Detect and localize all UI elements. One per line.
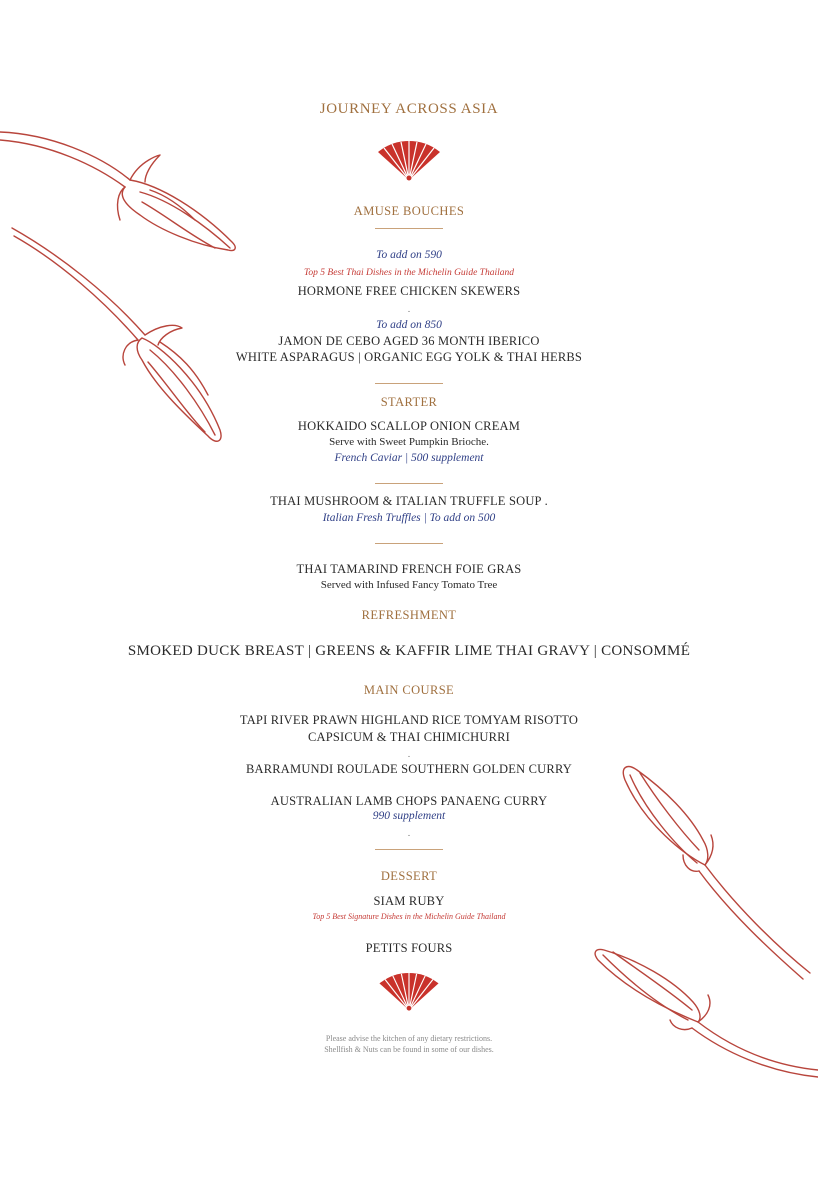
fan-logo-icon — [377, 972, 441, 1012]
dessert-dish-1: SIAM RUBY — [373, 894, 445, 908]
main-dish-2: BARRAMUNDI ROULADE SOUTHERN GOLDEN CURRY — [245, 762, 573, 776]
divider — [375, 849, 443, 850]
starter-dish-2: THAI MUSHROOM & ITALIAN TRUFFLE SOUP . — [270, 494, 548, 508]
main-heading: MAIN COURSE — [363, 683, 455, 697]
starter-dish-3: THAI TAMARIND FRENCH FOIE GRAS — [296, 562, 522, 576]
footer-line-2: Shellfish & Nuts can be found in some of our dishes. — [324, 1045, 494, 1054]
amuse-dish-2-line-2: WHITE ASPARAGUS | ORGANIC EGG YOLK & THAI HERBS — [235, 350, 583, 364]
dessert-award-1: Top 5 Best Signature Dishes in the Michelin Guide Thailand — [312, 912, 506, 921]
menu-title: JOURNEY ACROSS ASIA — [319, 101, 499, 117]
starter-dish-3-desc: Served with Infused Fancy Tomato Tree — [320, 579, 498, 591]
amuse-dish-2-line-1: JAMON DE CEBO AGED 36 MONTH IBERICO — [278, 334, 540, 348]
divider — [375, 543, 443, 544]
separator-dot: . — [407, 304, 411, 314]
amuse-award-1: Top 5 Best Thai Dishes in the Michelin Guide Thailand — [304, 268, 514, 278]
fan-logo-icon — [376, 140, 442, 182]
main-dish-1-line-2: CAPSICUM & THAI CHIMICHURRI — [307, 730, 511, 744]
starter-heading: STARTER — [380, 395, 438, 409]
main-dish-3-option: 990 supplement — [372, 810, 446, 822]
refreshment-heading: REFRESHMENT — [361, 608, 457, 622]
dessert-dish-2: PETITS FOURS — [365, 941, 453, 955]
footer-line-1: Please advise the kitchen of any dietary restrictions. — [325, 1034, 493, 1043]
divider — [375, 228, 443, 229]
amuse-add-on-2: To add on 850 — [376, 319, 442, 331]
divider — [375, 483, 443, 484]
dessert-heading: DESSERT — [380, 869, 438, 883]
starter-dish-1-option: French Caviar | 500 supplement — [334, 452, 484, 464]
starter-dish-1: HOKKAIDO SCALLOP ONION CREAM — [297, 419, 521, 433]
amuse-dish-1: HORMONE FREE CHICKEN SKEWERS — [297, 284, 521, 298]
separator-dot: . — [407, 749, 411, 759]
main-dish-1-line-1: TAPI RIVER PRAWN HIGHLAND RICE TOMYAM RISOTTO — [239, 713, 579, 727]
lotus-bud-bottom-right-icon — [588, 940, 818, 1080]
amuse-heading: AMUSE BOUCHES — [353, 204, 465, 218]
starter-dish-1-desc: Serve with Sweet Pumpkin Brioche. — [329, 436, 489, 448]
divider — [375, 383, 443, 384]
starter-dish-2-option: Italian Fresh Truffles | To add on 500 — [322, 512, 496, 524]
amuse-add-on-1: To add on 590 — [376, 249, 442, 261]
lotus-bud-top-left-icon — [0, 120, 250, 260]
main-dish-3: AUSTRALIAN LAMB CHOPS PANAENG CURRY — [270, 794, 548, 808]
separator-dot: . — [407, 828, 411, 838]
refreshment-dish: SMOKED DUCK BREAST | GREENS & KAFFIR LIME THAI GRAVY | CONSOMMÉ — [127, 643, 691, 659]
